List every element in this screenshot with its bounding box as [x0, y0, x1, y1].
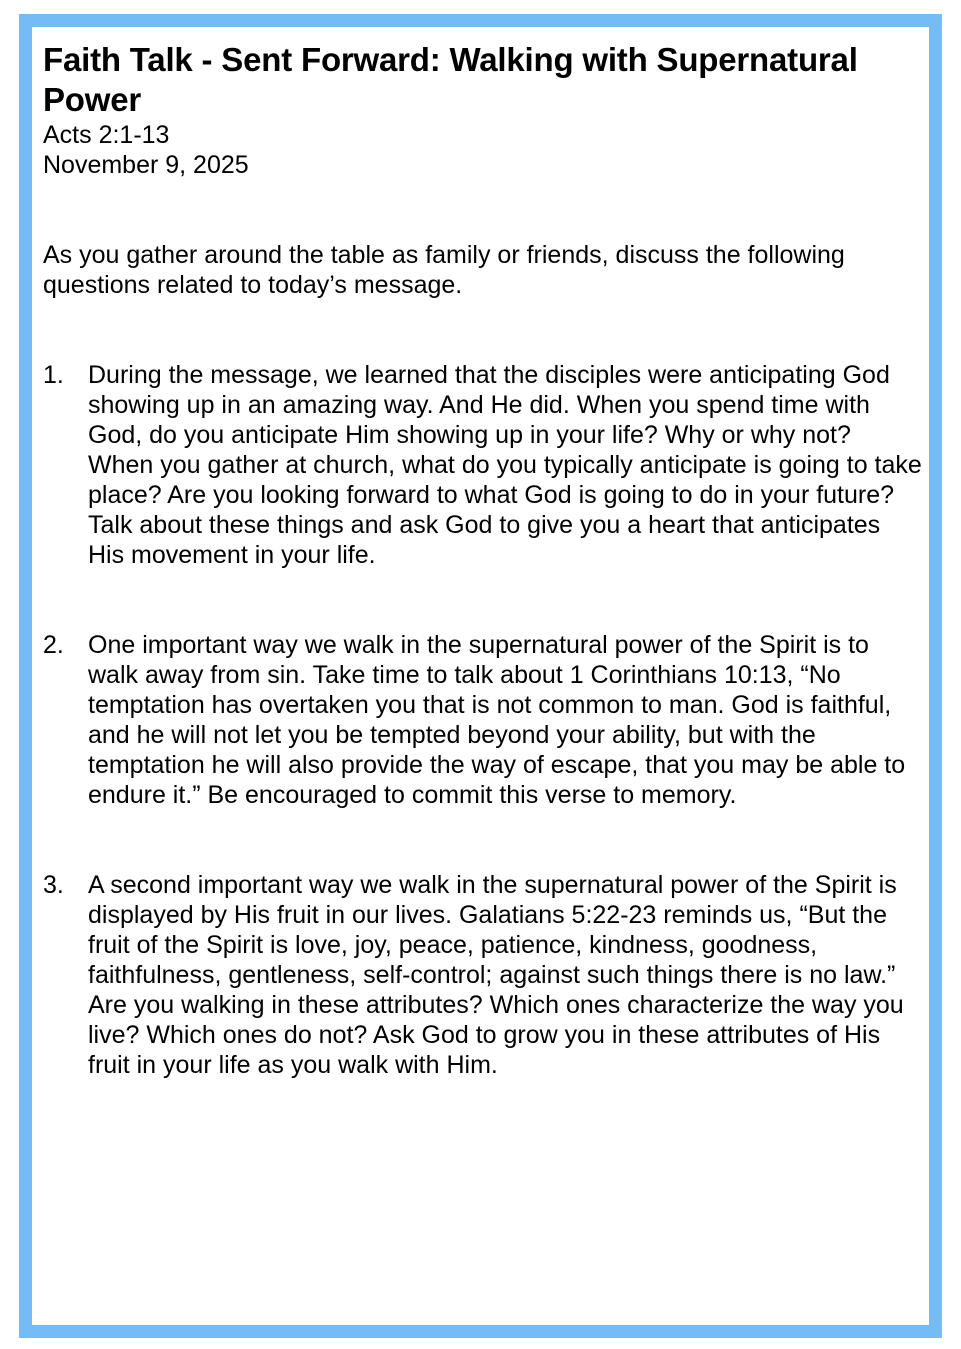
question-number: 1.	[43, 361, 64, 389]
scripture-reference: Acts 2:1-13	[43, 121, 170, 149]
question-text: One important way we walk in the supernatural power of the Spirit is to walk away from sin. Take time to talk about 1 Corinthians 10:13, “No temptation has overtaken you that is not common to man. God is faithful, and he will not let you be tempted beyond your ability, but with the temptation he will also provide the way of escape, that you may be able to endure it.” Be encouraged to commit this verse to memory.	[88, 631, 906, 809]
question-item-3	[43, 870, 923, 1080]
question-item-1	[43, 360, 923, 570]
question-item-2	[43, 630, 923, 810]
question-number: 2.	[43, 631, 64, 659]
question-text: A second important way we walk in the supernatural power of the Spirit is displayed by His fruit in our lives. Galatians 5:22-23 reminds us, “But the fruit of the Spirit is love, joy, peace, patience, kindness, goodness, faithfulness, gentleness, self-control; against such things there is no law.” Are you walking in these attributes? Which ones characterize the way you live? Which ones do not? Ask God to grow you in these attributes of His fruit in your life as you walk with Him.	[88, 871, 904, 1079]
document-title: Faith Talk - Sent Forward: Walking with Supernatural Power	[43, 41, 858, 118]
document-content	[43, 40, 923, 1080]
intro-paragraph: As you gather around the table as family or friends, discuss the following questions related to today’s message.	[43, 241, 845, 299]
question-list	[43, 360, 923, 1080]
question-number: 3.	[43, 871, 64, 899]
question-text: During the message, we learned that the disciples were anticipating God showing up in an amazing way. And He did. When you spend time with God, do you anticipate Him showing up in your life? Why or why not? When you gather at church, what do you typically anticipate is going to take place? Are you looking forward to what God is going to do in your future? Talk about these things and ask God to give you a heart that anticipates His movement in your life.	[88, 361, 922, 569]
document-date: November 9, 2025	[43, 151, 249, 179]
